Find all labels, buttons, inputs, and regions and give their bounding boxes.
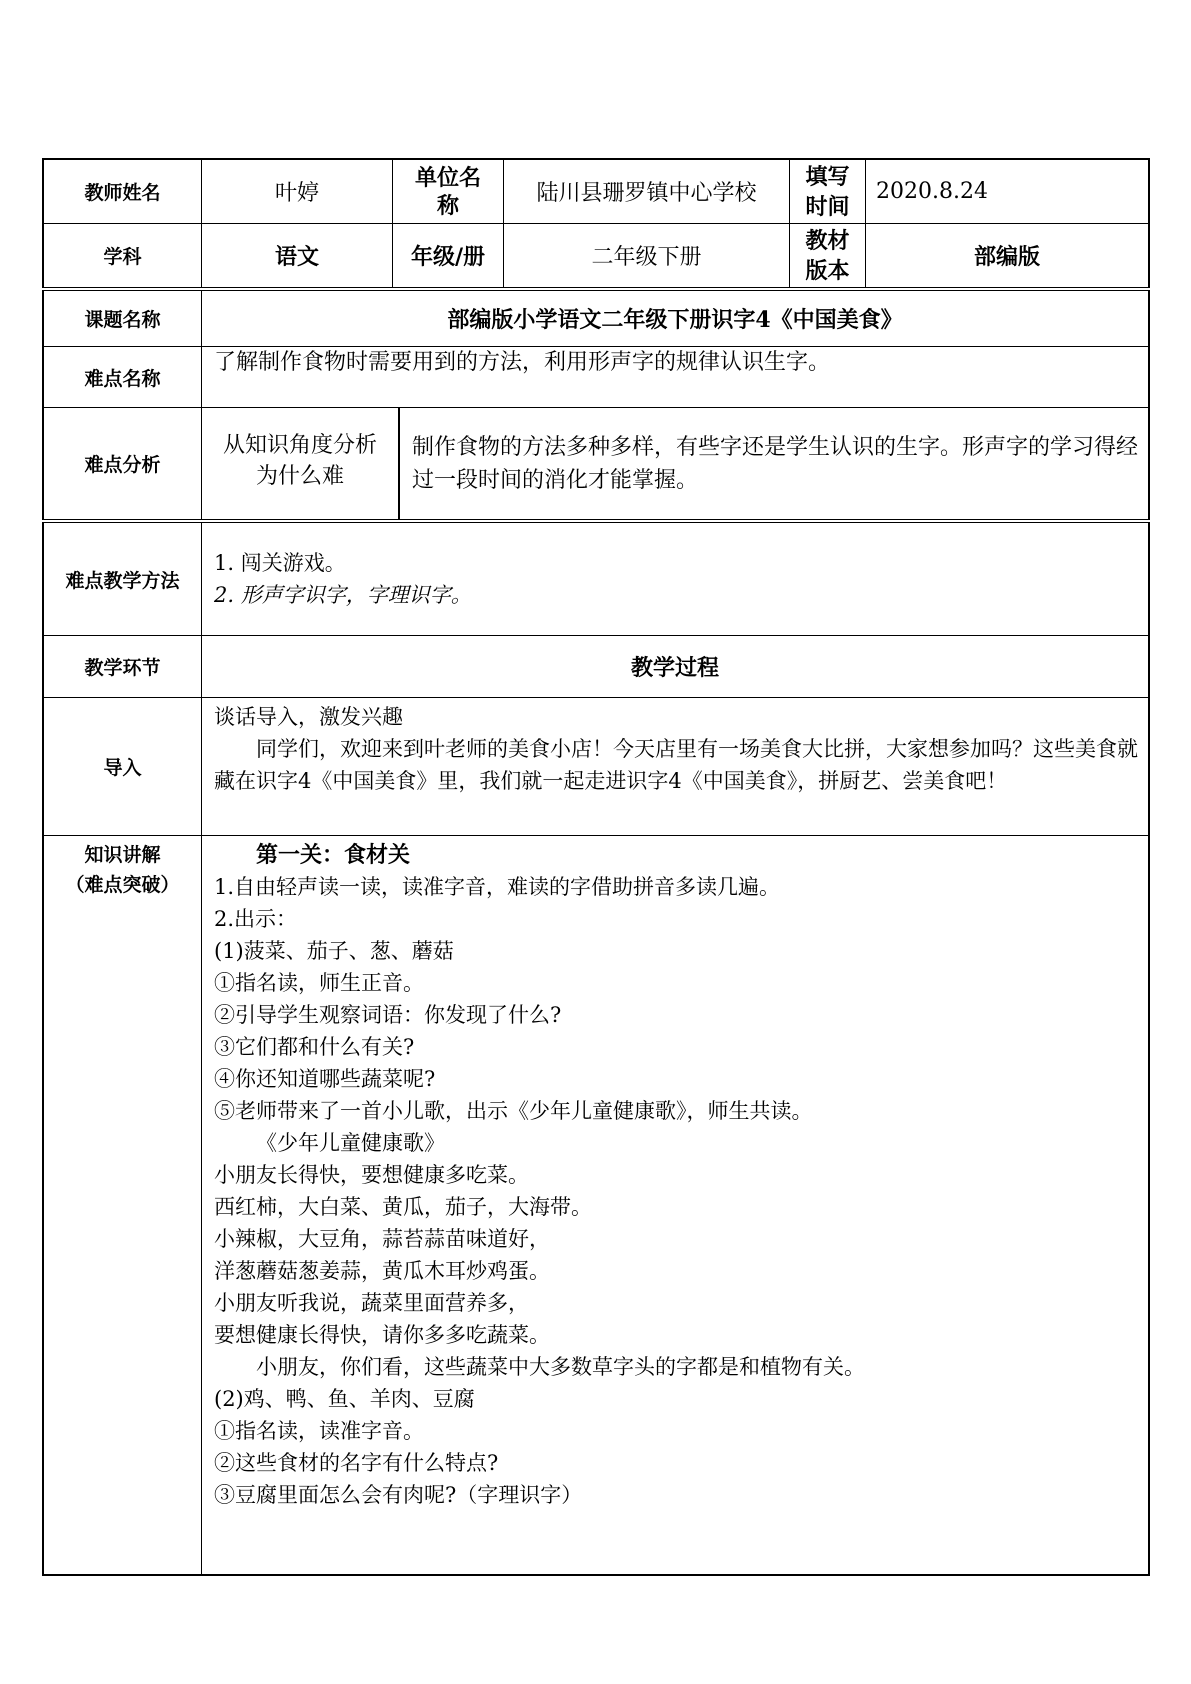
process-step-label: 教学环节 (44, 636, 202, 697)
knowledge-heading: 第一关：食材关 (256, 842, 411, 868)
intro-content (202, 698, 1148, 835)
analysis-sub-label: 从知识角度分析 为什么难 (202, 408, 400, 519)
analysis-label: 难点分析 (44, 408, 202, 519)
analysis-row (42, 408, 1150, 520)
subject-value: 语文 (202, 224, 393, 287)
knowledge-line: (1)菠菜、茄子、葱、蘑菇 (214, 939, 454, 963)
analysis-value: 制作食物的方法多种多样，有些字还是学生认识的生字。形声字的学习得经过一段时间的消化才能掌握。 (412, 434, 1139, 493)
poem-line: 小朋友长得快，要想健康多吃菜。 (214, 1163, 529, 1187)
unit-name-value: 陆川县珊罗镇中心学校 (504, 160, 790, 223)
difficulty-row (42, 347, 1150, 408)
edition-value: 部编版 (973, 244, 1040, 270)
intro-label: 导入 (44, 698, 202, 835)
fill-time-value: 2020.8.24 (876, 179, 988, 204)
topic-row (42, 290, 1150, 347)
subject-label: 学科 (44, 224, 202, 287)
edition-label: 教材 版本 (790, 224, 866, 287)
knowledge-line: ②引导学生观察词语：你发现了什么? (214, 1003, 562, 1027)
knowledge-line: ③它们都和什么有关? (214, 1035, 415, 1059)
intro-text: 同学们，欢迎来到叶老师的美食小店！今天店里有一场美食大比拼，大家想参加吗？这些美食就藏在识字4《中国美食》里，我们就一起走进识字4《中国美食》，拼厨艺、尝美食吧！ (214, 737, 1138, 793)
knowledge-content (202, 836, 1148, 1574)
knowledge-line: ①指名读，读准字音。 (214, 1419, 424, 1443)
knowledge-line: ③豆腐里面怎么会有肉呢?（字理识字） (214, 1483, 583, 1507)
knowledge-line: ①指名读，师生正音。 (214, 971, 424, 995)
knowledge-line: 1.自由轻声读一读，读准字音，难读的字借助拼音多读几遍。 (214, 875, 781, 899)
knowledge-line: ④你还知道哪些蔬菜呢? (214, 1067, 436, 1091)
knowledge-line: ⑤老师带来了一首小儿歌，出示《少年儿童健康歌》，师生共读。 (214, 1099, 813, 1123)
poem-line: 小朋友听我说，蔬菜里面营养多， (214, 1291, 529, 1315)
grade-label: 年级/册 (393, 224, 504, 287)
knowledge-summary: 小朋友，你们看，这些蔬菜中大多数草字头的字都是和植物有关。 (256, 1355, 865, 1379)
knowledge-line: 2.出示： (214, 907, 298, 931)
teacher-name-value: 叶婷 (202, 160, 393, 223)
knowledge-line: (2)鸡、鸭、鱼、羊肉、豆腐 (214, 1387, 475, 1411)
process-title: 教学过程 (630, 655, 719, 681)
process-header-row (42, 636, 1150, 698)
poem-line: 洋葱蘑菇葱姜蒜，黄瓜木耳炒鸡蛋。 (214, 1259, 550, 1283)
poem-line: 西红柿，大白菜、黄瓜，茄子，大海带。 (214, 1195, 592, 1219)
difficulty-label: 难点名称 (44, 347, 202, 407)
method-row (42, 522, 1150, 636)
lesson-plan-table (42, 158, 1150, 1576)
teacher-name-label: 教师姓名 (44, 160, 202, 223)
header-row-teacher (42, 158, 1150, 224)
topic-value: 部编版小学语文二年级下册识字4《中国美食》 (447, 307, 903, 333)
intro-row (42, 698, 1150, 836)
method-item: 2. 形声字识字，字理识字。 (214, 583, 472, 607)
method-item: 1. 闯关游戏。 (214, 551, 346, 575)
poem-line: 小辣椒，大豆角，蒜苔蒜苗味道好， (214, 1227, 550, 1251)
fill-time-label: 填写 时间 (790, 160, 866, 223)
header-row-subject (42, 224, 1150, 288)
knowledge-label: 知识讲解 （难点突破） (44, 836, 202, 1574)
grade-value: 二年级下册 (504, 224, 790, 287)
poem-title: 《少年儿童健康歌》 (256, 1131, 445, 1155)
difficulty-value: 了解制作食物时需要用到的方法，利用形声字的规律认识生字。 (214, 350, 831, 375)
unit-name-label: 单位名 称 (393, 160, 504, 223)
knowledge-line: ②这些食材的名字有什么特点? (214, 1451, 499, 1475)
method-list (202, 523, 1148, 635)
method-label: 难点教学方法 (44, 523, 202, 635)
intro-title: 谈话导入，激发兴趣 (214, 705, 403, 729)
knowledge-row (42, 836, 1150, 1576)
topic-label: 课题名称 (44, 291, 202, 346)
poem-line: 要想健康长得快，请你多多吃蔬菜。 (214, 1323, 550, 1347)
